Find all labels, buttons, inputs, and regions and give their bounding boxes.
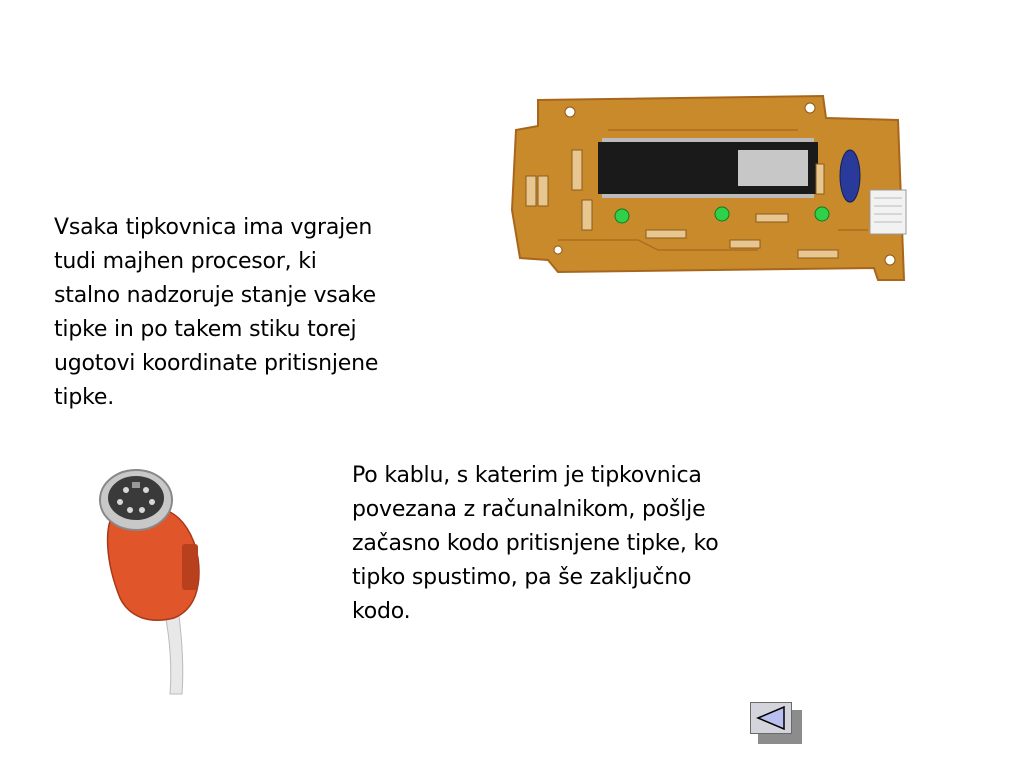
led	[715, 207, 729, 221]
capacitor	[840, 150, 860, 202]
text-line: ugotovi koordinate pritisnjene	[54, 351, 379, 376]
text-line: povezana z računalnikom, pošlje	[352, 497, 706, 522]
triangle-left-icon	[750, 702, 792, 734]
text-line: tipko spustimo, pa še zaključno	[352, 565, 692, 590]
pin-header	[870, 190, 906, 234]
text-line: Vsaka tipkovnica ima vgrajen	[54, 215, 373, 240]
cable	[164, 608, 183, 694]
paragraph-cable	[352, 459, 822, 629]
text-line: stalno nadzoruje stanje vsake	[54, 283, 376, 308]
circuit-board-image	[498, 90, 918, 290]
paragraph-processor	[54, 211, 464, 415]
text-line: začasno kodo pritisnjene tipke, ko	[352, 531, 719, 556]
text-line: tudi majhen procesor, ki	[54, 249, 317, 274]
led	[815, 207, 829, 221]
text-line: Po kablu, s katerim je tipkovnica	[352, 463, 702, 488]
keyboard-connector-image	[90, 458, 220, 696]
text-line: kodo.	[352, 599, 411, 624]
text-line: tipke.	[54, 385, 114, 410]
text-line: tipke in po takem stiku torej	[54, 317, 357, 342]
back-button[interactable]	[750, 702, 802, 744]
led	[615, 209, 629, 223]
